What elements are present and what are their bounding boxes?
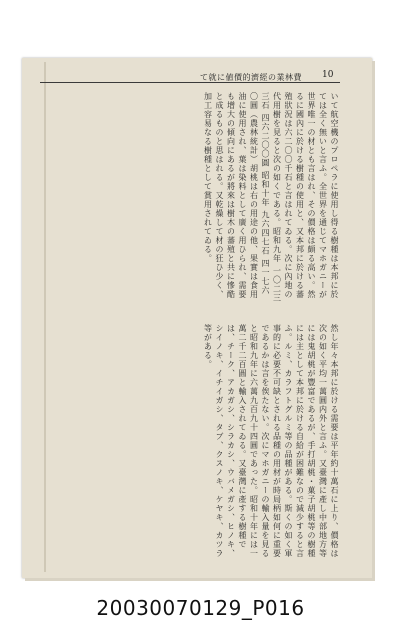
page-edge: [44, 62, 46, 572]
header-rule: [40, 82, 340, 83]
running-header: て就に値價的濟經の業林費: [200, 73, 302, 82]
upper-text-block: いて航空機のプロペラに使用し得る樹種は本邦に於ては全く無いと言ふ。全世界を通じてマホガニーが世界唯一の材とも言はれ、その價格は頗る高い。然るに國內に於ける樹種の使用と、又本邦に於ける蕃殖狀況は六二〇〇千石と言はれてゐる。次に內地の代用樹を見ると次の如くである。昭和九年 一〇二三三石 四六二〇〇圓 昭和十年 九六四七石 四一七六〇圓（農林統計）胡桃は右の用途の他、果實は食用油に使用され、葉は染料として廣く用ひられ、需要も增大の傾向にあるが將來は樹木の蕃殖と共に慘酷と成るものと思はれる。又乾燥して材の狂ひ少く、加工容易なる樹種として賞用されてゐる。: [203, 92, 339, 303]
archive-id-caption: 20030070129_P016: [96, 596, 305, 620]
lower-text-block: 然し年々本邦に於ける需要は平年約十萬石に上り、價格は次の如く平均一萬圓内外と言ふ。又臺灣に產し中部地方等には鬼胡桃が豐富であるが、手打胡桃・菓子胡桃等の樹種には主として本邦に於ける自給が困難なので減少すると言ふ。ルミ、カラフトグルミ等の品種がある。斯くの如く軍事的に必要不可缺とされる品種の用材が時局柄如何に重要であるかは言を俟たない。次にマホガニーの輸入量を見ると昭和九年に六萬九百九十四圓であった。昭和十年には一萬二千二百圓と輸入されてゐる。又臺灣に產する樹種では、チーク、アカガシ、シラカシ、ウバメガシ、ヒノキ、シイノキ、イチイガシ、タブ、クスノキ、ケヤキ、カツラ等がある。: [203, 324, 339, 558]
page-number: 10: [322, 70, 334, 80]
